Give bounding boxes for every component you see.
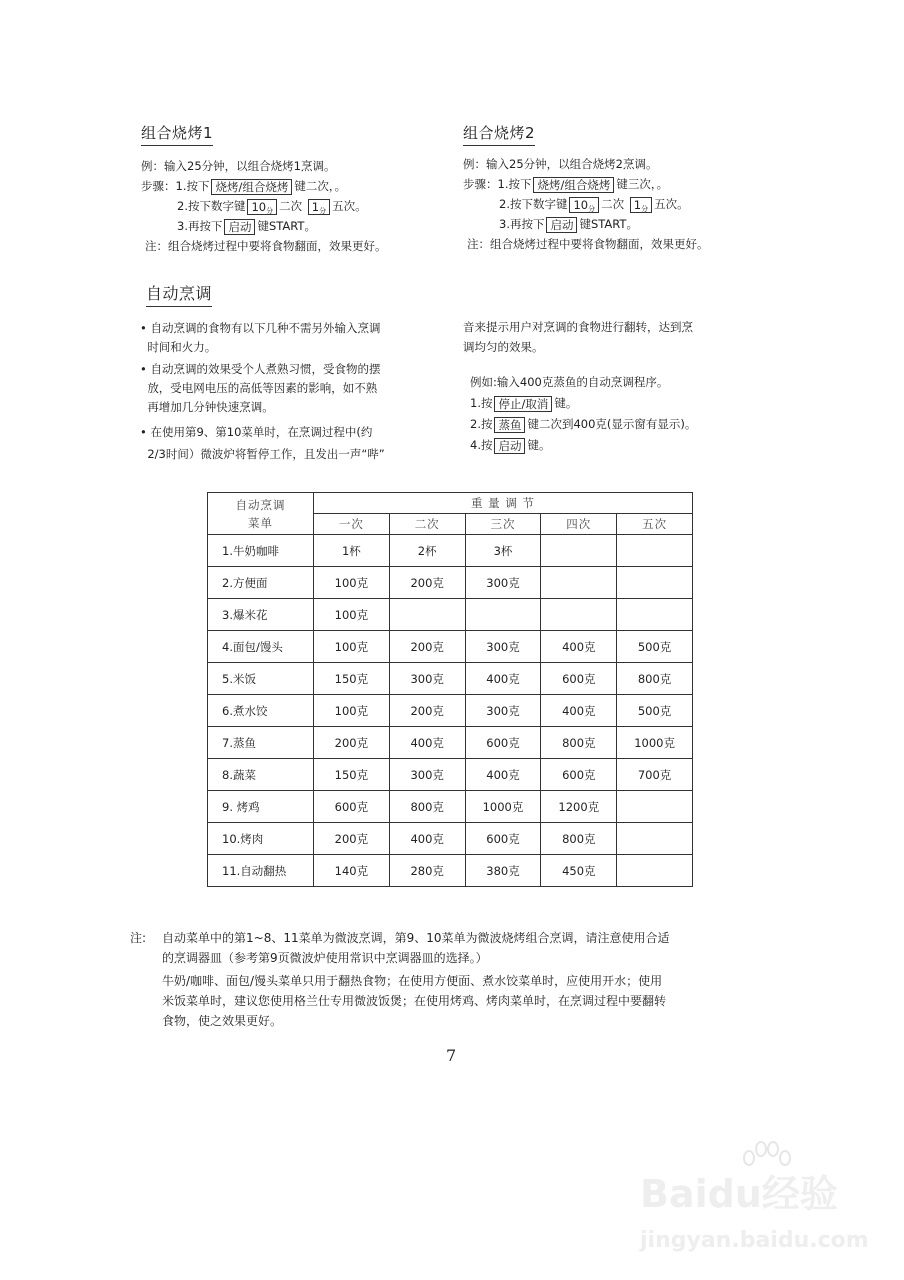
weight-cell: 800克 bbox=[541, 727, 617, 759]
weight-cell: 400克 bbox=[465, 663, 541, 695]
key-label: 1 bbox=[633, 197, 642, 212]
step-text: 键START。 bbox=[579, 217, 638, 231]
header-text: 菜单 bbox=[248, 515, 273, 530]
weight-cell bbox=[617, 599, 693, 631]
step-text: 2.按下数字键 bbox=[177, 199, 246, 213]
weight-cell bbox=[465, 599, 541, 631]
step-text: 五次。 bbox=[332, 199, 367, 213]
weight-cell bbox=[389, 599, 465, 631]
combo1-step1 bbox=[141, 176, 387, 196]
weight-cell: 400克 bbox=[389, 727, 465, 759]
bullet-line: 自动烹调的食物有以下几种不需另外输入烹调 bbox=[150, 321, 381, 335]
weight-cell: 450克 bbox=[541, 855, 617, 887]
weight-cell bbox=[617, 567, 693, 599]
menu-name-cell: 2.方便面 bbox=[208, 567, 314, 599]
weight-cell bbox=[617, 823, 693, 855]
weight-cell: 1000克 bbox=[617, 727, 693, 759]
steps-label: 步骤： bbox=[463, 177, 498, 191]
weight-cell: 100克 bbox=[314, 599, 390, 631]
footnote-line: 米饭菜单时，建议您使用格兰仕专用微波饭煲；在使用烤鸡、烤肉菜单时，在烹调过程中要翻转 bbox=[162, 994, 667, 1008]
step-text: 1.按下 bbox=[497, 177, 532, 191]
combo2-step2 bbox=[463, 194, 709, 214]
weight-cell: 600克 bbox=[314, 791, 390, 823]
menu-name-cell: 3.爆米花 bbox=[208, 599, 314, 631]
combo1-step3 bbox=[141, 216, 387, 236]
steam-fish-key: 蒸鱼 bbox=[494, 417, 525, 433]
bullet-line: 在使用第9、第10菜单时，在烹调过程中(约 bbox=[150, 425, 373, 439]
weight-cell: 1200克 bbox=[541, 791, 617, 823]
table-row bbox=[208, 823, 693, 855]
weight-cell: 140克 bbox=[314, 855, 390, 887]
step-text: 键。 bbox=[554, 396, 578, 410]
table-row bbox=[208, 727, 693, 759]
table-row bbox=[208, 855, 693, 887]
weight-cell: 200克 bbox=[314, 727, 390, 759]
step-text: 4.按 bbox=[470, 438, 493, 452]
header-text: 自动烹调 bbox=[235, 497, 286, 512]
weight-cell: 300克 bbox=[465, 631, 541, 663]
weight-cell: 600克 bbox=[465, 727, 541, 759]
auto-step1 bbox=[470, 393, 696, 414]
footnote-line: 食物，使之效果更好。 bbox=[162, 1014, 283, 1028]
weight-cell: 200克 bbox=[389, 567, 465, 599]
key-sub: 分 bbox=[266, 206, 274, 215]
weight-cell bbox=[617, 791, 693, 823]
bullet-line: 时间和火力。 bbox=[147, 340, 217, 354]
combo2-example: 例：输入25分钟，以组合烧烤2烹调。 bbox=[463, 157, 658, 171]
menu-header bbox=[208, 493, 314, 535]
auto-continued bbox=[463, 317, 693, 357]
step-text: 2.按 bbox=[470, 417, 493, 431]
step-text: 键二次到400克(显示窗有显示)。 bbox=[527, 417, 697, 431]
footnote-line: 的烹调器皿（参考第9页微波炉使用常识中烹调器皿的选择。） bbox=[162, 951, 488, 965]
weight-cell: 200克 bbox=[389, 631, 465, 663]
footnote-line: 自动菜单中的第1~8、11菜单为微波烹调，第9、10菜单为微波烧烤组合烹调，请注意使用合适 bbox=[162, 931, 670, 945]
weight-cell: 380克 bbox=[465, 855, 541, 887]
auto-bullets bbox=[140, 319, 385, 465]
grill-combo-key: 烧烤/组合烧烤 bbox=[533, 177, 614, 193]
start-key: 启动 bbox=[494, 438, 525, 454]
start-key: 启动 bbox=[224, 219, 255, 235]
column-header: 五次 bbox=[617, 514, 693, 535]
step-text: 3.再按下 bbox=[177, 219, 223, 233]
weight-cell: 280克 bbox=[389, 855, 465, 887]
weight-cell: 400克 bbox=[465, 759, 541, 791]
watermark-url: jingyan.baidu.com bbox=[640, 1228, 869, 1253]
weight-cell: 300克 bbox=[389, 663, 465, 695]
key-sub: 分 bbox=[588, 204, 596, 213]
continued-line: 调均匀的效果。 bbox=[463, 340, 544, 354]
weight-group-header: 重 量 调 节 bbox=[314, 493, 693, 514]
weight-cell: 300克 bbox=[389, 759, 465, 791]
step-text: 键三次，。 bbox=[616, 177, 669, 191]
combo1-step2 bbox=[141, 196, 387, 216]
combo2-step3 bbox=[463, 214, 709, 234]
step-text: 二次 bbox=[279, 199, 303, 213]
continued-line: 音来提示用户对烹调的食物进行翻转，达到烹 bbox=[463, 320, 693, 334]
start-key: 启动 bbox=[546, 217, 577, 233]
step-text: 1.按下 bbox=[175, 179, 210, 193]
key-sub: 分 bbox=[319, 206, 327, 215]
weight-cell: 400克 bbox=[541, 631, 617, 663]
bullet-item: • 自动烹调的食物有以下几种不需另外输入烹调 时间和火力。 bbox=[140, 321, 381, 354]
column-header: 四次 bbox=[541, 514, 617, 535]
weight-cell: 400克 bbox=[389, 823, 465, 855]
weight-cell: 500克 bbox=[617, 631, 693, 663]
weight-cell: 150克 bbox=[314, 663, 390, 695]
combo2-note: 注：组合烧烤过程中要将食物翻面，效果更好。 bbox=[467, 237, 709, 251]
table-row bbox=[208, 631, 693, 663]
footnote-label: 注: bbox=[130, 931, 147, 945]
ten-min-key bbox=[247, 199, 277, 215]
menu-name-cell: 5.米饭 bbox=[208, 663, 314, 695]
table-row bbox=[208, 663, 693, 695]
combo1-title: 组合烧烤1 bbox=[141, 124, 213, 146]
key-sub: 分 bbox=[641, 204, 649, 213]
footnote-line: 牛奶/咖啡、面包/馒头菜单只用于翻热食物；在使用方便面、煮水饺菜单时，应使用开水；使用 bbox=[162, 974, 663, 988]
step-text: 1.按 bbox=[470, 396, 493, 410]
auto-title: 自动烹调 bbox=[146, 284, 212, 307]
step-text: 键START。 bbox=[257, 219, 316, 233]
combo2-step1 bbox=[463, 174, 709, 194]
menu-name-cell: 9. 烤鸡 bbox=[208, 791, 314, 823]
weight-cell: 100克 bbox=[314, 567, 390, 599]
weight-cell: 200克 bbox=[389, 695, 465, 727]
menu-name-cell: 1.牛奶咖啡 bbox=[208, 535, 314, 567]
weight-cell: 800克 bbox=[389, 791, 465, 823]
step-text: 2.按下数字键 bbox=[499, 197, 568, 211]
combo2-title: 组合烧烤2 bbox=[463, 124, 535, 146]
combo2-section bbox=[463, 154, 709, 254]
table-row bbox=[208, 759, 693, 791]
steps-label: 步骤： bbox=[141, 179, 176, 193]
weight-cell: 600克 bbox=[541, 759, 617, 791]
weight-cell bbox=[617, 535, 693, 567]
menu-name-cell: 10.烤肉 bbox=[208, 823, 314, 855]
weight-cell: 800克 bbox=[541, 823, 617, 855]
watermark-brand: Baidu经验 bbox=[640, 1172, 838, 1216]
weight-cell: 100克 bbox=[314, 695, 390, 727]
table-row bbox=[208, 535, 693, 567]
weight-cell: 1杯 bbox=[314, 535, 390, 567]
auto-example bbox=[470, 372, 696, 456]
step-text: 二次 bbox=[601, 197, 625, 211]
page-number: 7 bbox=[446, 1046, 457, 1065]
menu-name-cell: 7.蒸鱼 bbox=[208, 727, 314, 759]
weight-cell bbox=[541, 567, 617, 599]
bullet-line: 自动烹调的效果受个人煮熟习惯，受食物的摆 bbox=[150, 362, 381, 376]
footnote bbox=[162, 928, 670, 1031]
combo1-note: 注：组合烧烤过程中要将食物翻面，效果更好。 bbox=[145, 239, 387, 253]
bullet-item: • 在使用第9、第10菜单时，在烹调过程中(约 2/3时间）微波炉将暂停工作，且发出一声“哔” bbox=[140, 425, 385, 461]
weight-cell bbox=[541, 599, 617, 631]
table-row bbox=[208, 695, 693, 727]
bullet-line: 放，受电网电压的高低等因素的影响，如不熟 bbox=[147, 381, 378, 395]
weight-cell: 150克 bbox=[314, 759, 390, 791]
bullet-item: • 自动烹调的效果受个人煮熟习惯，受食物的摆 放，受电网电压的高低等因素的影响，如不熟 再增加几分钟快速烹调。 bbox=[140, 362, 381, 414]
weight-cell bbox=[617, 855, 693, 887]
example-text: 例如:输入400克蒸鱼的自动烹调程序。 bbox=[470, 375, 669, 389]
weight-cell: 300克 bbox=[465, 695, 541, 727]
auto-menu-table bbox=[207, 492, 693, 887]
menu-name-cell: 8.蔬菜 bbox=[208, 759, 314, 791]
weight-cell: 1000克 bbox=[465, 791, 541, 823]
auto-step2 bbox=[470, 414, 696, 435]
menu-name-cell: 6.煮水饺 bbox=[208, 695, 314, 727]
one-min-key bbox=[630, 197, 652, 213]
weight-cell: 400克 bbox=[541, 695, 617, 727]
weight-cell: 700克 bbox=[617, 759, 693, 791]
column-header: 二次 bbox=[389, 514, 465, 535]
stop-cancel-key: 停止/取消 bbox=[494, 396, 552, 412]
menu-name-cell: 11.自动翻热 bbox=[208, 855, 314, 887]
column-header: 一次 bbox=[314, 514, 390, 535]
bullet-line: 再增加几分钟快速烹调。 bbox=[147, 400, 274, 414]
weight-cell: 500克 bbox=[617, 695, 693, 727]
menu-name-cell: 4.面包/馒头 bbox=[208, 631, 314, 663]
step-text: 键。 bbox=[527, 438, 551, 452]
grill-combo-key: 烧烤/组合烧烤 bbox=[211, 179, 292, 195]
key-label: 1 bbox=[311, 199, 320, 214]
combo1-section bbox=[141, 156, 387, 256]
weight-cell: 2杯 bbox=[389, 535, 465, 567]
weight-cell: 100克 bbox=[314, 631, 390, 663]
key-label: 10 bbox=[251, 199, 267, 214]
weight-cell: 600克 bbox=[465, 823, 541, 855]
step-text: 键二次，。 bbox=[294, 179, 347, 193]
one-min-key bbox=[308, 199, 330, 215]
table-row bbox=[208, 567, 693, 599]
step-text: 五次。 bbox=[654, 197, 689, 211]
weight-cell: 3杯 bbox=[465, 535, 541, 567]
bullet-line: 2/3时间）微波炉将暂停工作，且发出一声“哔” bbox=[147, 447, 385, 461]
combo1-example: 例：输入25分钟，以组合烧烤1烹调。 bbox=[141, 159, 336, 173]
weight-cell: 800克 bbox=[617, 663, 693, 695]
table-row bbox=[208, 791, 693, 823]
key-label: 10 bbox=[573, 197, 589, 212]
table-row bbox=[208, 599, 693, 631]
paw-icon bbox=[735, 1140, 795, 1170]
ten-min-key bbox=[569, 197, 599, 213]
weight-cell: 200克 bbox=[314, 823, 390, 855]
column-header: 三次 bbox=[465, 514, 541, 535]
weight-cell bbox=[541, 535, 617, 567]
auto-step4 bbox=[470, 435, 696, 456]
weight-cell: 300克 bbox=[465, 567, 541, 599]
weight-cell: 600克 bbox=[541, 663, 617, 695]
step-text: 3.再按下 bbox=[499, 217, 545, 231]
